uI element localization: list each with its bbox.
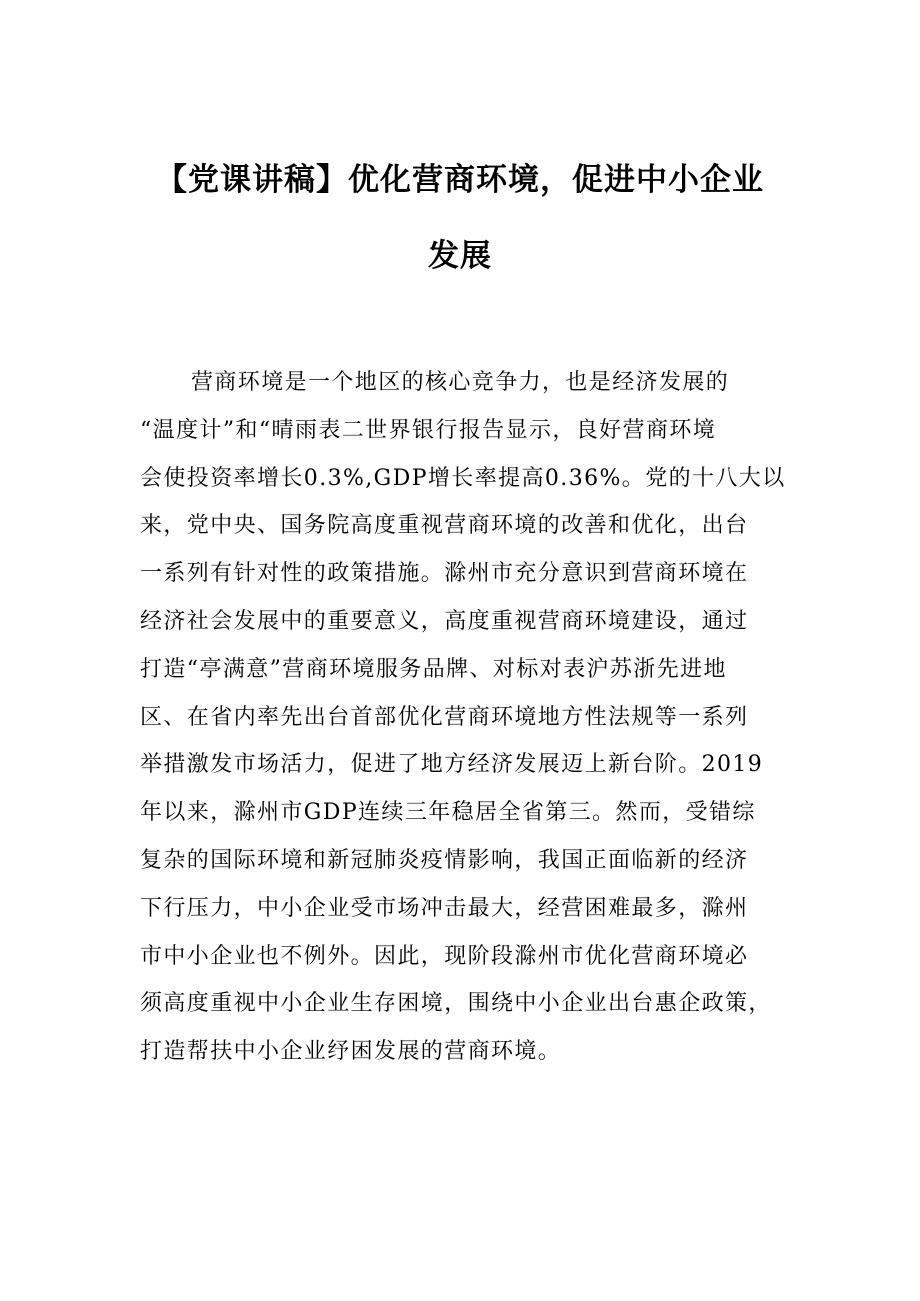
paragraph-line: 经济社会发展中的重要意义，高度重视营商环境建设，通过 [140,608,749,634]
paragraph-line: 年以来，滁州市GDP连续三年稳居全省第三。然而，受错综 [140,800,756,826]
paragraph-line: 来，党中央、国务院高度重视营商环境的改善和优化，出台 [140,513,749,539]
paragraph-line: 打造“亭满意”营商环境服务品牌、对标对表沪苏浙先进地 [140,656,727,682]
body-paragraph [140,366,800,1083]
paragraph-line: “温度计”和“晴雨表二世界银行报告显示，良好营商环境 [140,417,717,443]
paragraph-line: 须高度重视中小企业生存困境，围绕中小企业出台惠企政策， [140,991,772,1017]
paragraph-line: 下行压力，中小企业受市场冲击最大，经营困难最多，滁州 [140,895,749,921]
document-title-line-2: 发展 [428,238,492,274]
paragraph-line: 营商环境是一个地区的核心竞争力，也是经济发展的 [191,370,730,395]
paragraph-line: 一系列有针对性的政策措施。滁州市充分意识到营商环境在 [140,561,749,587]
paragraph-line: 市中小企业也不例外。因此，现阶段滁州市优化营商环境必 [140,943,749,969]
paragraph-line: 会使投资率增长0.3%,GDP增长率提高0.36%。党的十八大以 [140,465,786,491]
paragraph-line: 举措激发市场活力，促进了地方经济发展迈上新台阶。2019 [140,752,764,778]
paragraph-line: 复杂的国际环境和新冠肺炎疫情影响，我国正面临新的经济 [140,847,749,873]
document-title-line-1: 【党课讲稿】优化营商环境，促进中小企业 [156,162,764,198]
paragraph-line: 打造帮扶中小企业纾困发展的营商环境。 [140,1039,562,1065]
paragraph-line: 区、在省内率先出台首部优化营商环境地方性法规等一系列 [140,704,749,730]
